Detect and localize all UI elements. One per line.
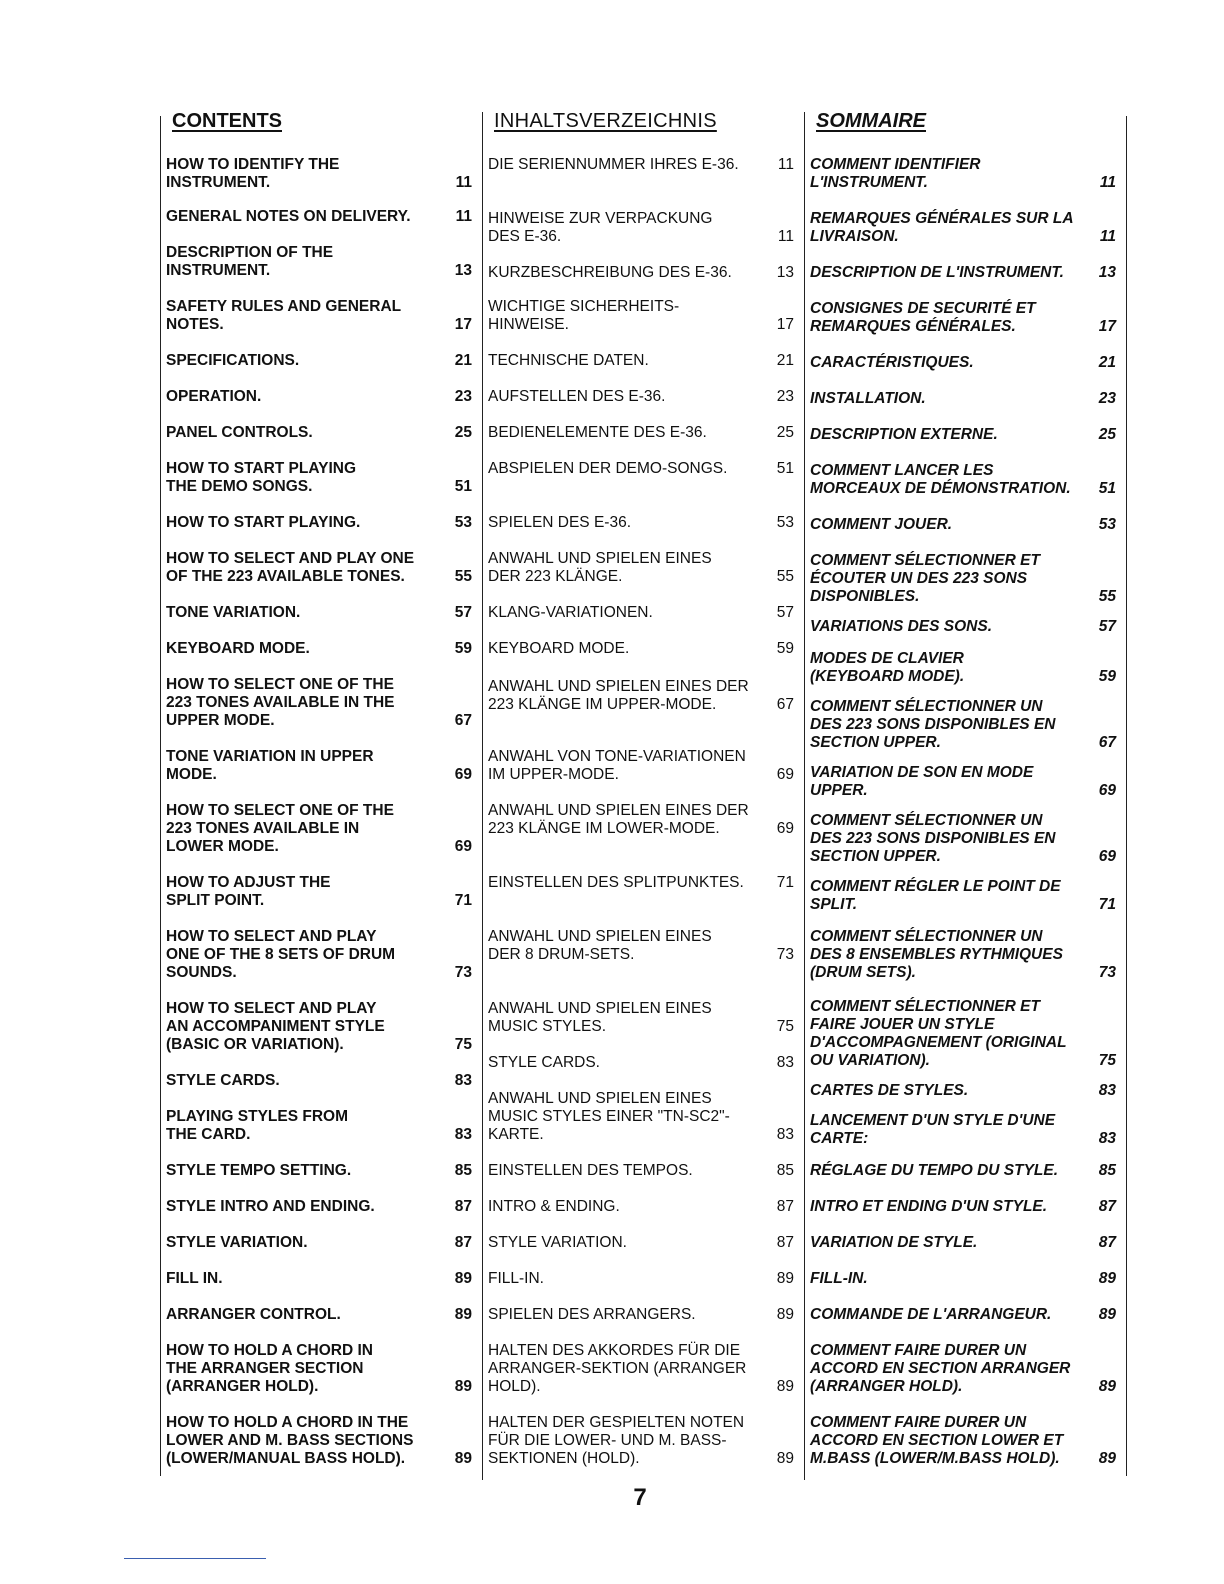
toc-entry-title: FILL-IN. [810, 1270, 868, 1287]
toc-entry-title: KLANG-VARIATIONEN. [488, 604, 653, 621]
toc-entry-title: TONE VARIATION. [166, 604, 301, 621]
toc-entry-page: 53 [776, 514, 794, 531]
toc-entry-page: 89 [1098, 1450, 1116, 1467]
toc-entry-title: SPIELEN DES E-36. [488, 514, 632, 531]
toc-entry-title: KEYBOARD MODE. [488, 640, 630, 657]
toc-entry-title: HOW TO IDENTIFY THE INSTRUMENT. [166, 156, 340, 191]
toc-entry [166, 1000, 472, 1054]
toc-entry-title: ANWAHL UND SPIELEN EINES MUSIC STYLES EINER "TN-SC2"- KARTE. [488, 1090, 730, 1143]
toc-entry-page: 25 [1098, 426, 1116, 443]
toc-entry-page: 89 [454, 1306, 472, 1323]
toc-entry-page: 85 [1098, 1162, 1116, 1179]
toc-entry-title: COMMENT LANCER LES MORCEAUX DE DÉMONSTRATION. [810, 462, 1071, 497]
toc-entry [166, 1342, 472, 1396]
toc-entry-page: 25 [776, 424, 794, 441]
toc-entry-title: ARRANGER CONTROL. [166, 1306, 341, 1323]
toc-entry-title: COMMENT IDENTIFIER L'INSTRUMENT. [810, 156, 981, 191]
toc-entry-page: 11 [1099, 174, 1116, 191]
toc-entry [488, 1198, 794, 1216]
toc-entry [166, 604, 472, 622]
toc-entry [166, 874, 472, 910]
toc-entry-page: 57 [1098, 618, 1116, 635]
toc-entry-page: 51 [776, 460, 794, 477]
toc-entry-page: 75 [454, 1036, 472, 1053]
toc-entry [166, 928, 472, 982]
toc-entry [166, 208, 472, 226]
toc-entry [488, 1090, 794, 1144]
toc-entry [166, 1234, 472, 1252]
toc-entry-page: 71 [1098, 896, 1116, 913]
toc-entry-page: 11 [1099, 228, 1116, 245]
toc-entry-title: COMMENT RÉGLER LE POINT DE SPLIT. [810, 878, 1061, 913]
toc-entry-title: ANWAHL UND SPIELEN EINES MUSIC STYLES. [488, 1000, 712, 1035]
toc-entry-page: 87 [1098, 1234, 1116, 1251]
toc-entry [810, 1112, 1116, 1148]
toc-entry-title: WICHTIGE SICHERHEITS- HINWEISE. [488, 298, 680, 333]
toc-entry [810, 1414, 1116, 1468]
toc-entry [488, 874, 794, 892]
toc-entry-title: FILL-IN. [488, 1270, 544, 1287]
toc-entry [166, 1270, 472, 1288]
column-heading: SOMMAIRE [816, 110, 926, 132]
toc-entry-page: 83 [776, 1054, 794, 1071]
toc-entry-title: STYLE CARDS. [166, 1072, 280, 1089]
toc-entry [488, 514, 794, 532]
toc-entry [488, 460, 794, 478]
toc-entry-page: 21 [1098, 354, 1116, 371]
toc-entry-title: VARIATIONS DES SONS. [810, 618, 993, 635]
toc-entry-title: FILL IN. [166, 1270, 223, 1287]
toc-entry [166, 298, 472, 334]
toc-entry [488, 388, 794, 406]
toc-entry-title: SPECIFICATIONS. [166, 352, 300, 369]
toc-entry-title: LANCEMENT D'UN STYLE D'UNE CARTE: [810, 1112, 1056, 1147]
toc-entry-title: COMMENT FAIRE DURER UN ACCORD EN SECTION ARRANGER (ARRANGER HOLD). [810, 1342, 1071, 1395]
toc-entry-title: AUFSTELLEN DES E-36. [488, 388, 666, 405]
toc-entry-title: COMMENT SÉLECTIONNER UN DES 8 ENSEMBLES RYTHMIQUES (DRUM SETS). [810, 928, 1063, 981]
toc-entry [488, 1234, 794, 1252]
toc-entry-title: HINWEISE ZUR VERPACKUNG DES E-36. [488, 210, 713, 245]
toc-entry [166, 156, 472, 192]
toc-entry-page: 83 [1098, 1082, 1116, 1099]
toc-entry-title: PANEL CONTROLS. [166, 424, 313, 441]
footer-rule [124, 1558, 266, 1559]
toc-entry [810, 812, 1116, 866]
toc-entry-page: 87 [1098, 1198, 1116, 1215]
toc-entry-page: 87 [454, 1198, 472, 1215]
toc-entry-title: COMMANDE DE L'ARRANGEUR. [810, 1306, 1052, 1323]
contents-column-german [488, 108, 794, 1467]
toc-entry-page: 11 [455, 174, 472, 191]
toc-entry-page: 21 [454, 352, 472, 369]
toc-entry [488, 210, 794, 246]
toc-entry-page: 87 [454, 1234, 472, 1251]
toc-entry-title: DIE SERIENNUMMER IHRES E-36. [488, 156, 739, 173]
toc-entry-title: HOW TO SELECT AND PLAY AN ACCOMPANIMENT STYLE (BASIC OR VARIATION). [166, 1000, 385, 1053]
toc-entry-title: REMARQUES GÉNÉRALES SUR LA LIVRAISON. [810, 210, 1074, 245]
toc-entry [166, 802, 472, 856]
column-rule-middle-left [482, 112, 483, 1480]
toc-entry [166, 676, 472, 730]
toc-entry [166, 388, 472, 406]
toc-entry-title: INTRO ET ENDING D'UN STYLE. [810, 1198, 1048, 1215]
toc-entry-title: COMMENT JOUER. [810, 516, 953, 533]
toc-entry [810, 878, 1116, 914]
toc-entry-title: COMMENT FAIRE DURER UN ACCORD EN SECTION LOWER ET M.BASS (LOWER/M.BASS HOLD). [810, 1414, 1064, 1467]
toc-entry-page: 57 [776, 604, 794, 621]
toc-entry [488, 604, 794, 622]
toc-entry [810, 698, 1116, 752]
toc-entry-title: RÉGLAGE DU TEMPO DU STYLE. [810, 1162, 1059, 1179]
toc-entry-page: 73 [1098, 964, 1116, 981]
toc-entry-page: 23 [776, 388, 794, 405]
toc-entry-page: 71 [776, 874, 794, 891]
toc-entry-page: 55 [1098, 588, 1116, 605]
toc-entry-page: 67 [1098, 734, 1116, 751]
toc-entry [488, 156, 794, 174]
toc-entry-page: 69 [454, 838, 472, 855]
toc-entry [810, 300, 1116, 336]
toc-entry-page: 89 [776, 1378, 794, 1395]
toc-entry-title: DESCRIPTION EXTERNE. [810, 426, 998, 443]
toc-entry-title: ANWAHL UND SPIELEN EINES DER 8 DRUM-SETS. [488, 928, 712, 963]
toc-entry-page: 89 [454, 1450, 472, 1467]
toc-entry-title: BEDIENELEMENTE DES E-36. [488, 424, 707, 441]
toc-entry [810, 156, 1116, 192]
toc-entry-page: 69 [1098, 848, 1116, 865]
toc-entry [810, 764, 1116, 800]
toc-entry [810, 552, 1116, 606]
column-rule-middle-right [804, 112, 805, 1480]
toc-entry-page: 73 [454, 964, 472, 981]
toc-entry [166, 1162, 472, 1180]
toc-entry [488, 1054, 794, 1072]
toc-entry-page: 89 [454, 1378, 472, 1395]
toc-entry-title: CARACTÉRISTIQUES. [810, 354, 974, 371]
toc-entry-page: 13 [454, 262, 472, 279]
toc-entry-title: COMMENT SÉLECTIONNER UN DES 223 SONS DISPONIBLES EN SECTION UPPER. [810, 698, 1056, 751]
toc-entry-title: MODES DE CLAVIER (KEYBOARD MODE). [810, 650, 965, 685]
toc-entry-title: COMMENT SÉLECTIONNER ET ÉCOUTER UN DES 223 SONS DISPONIBLES. [810, 552, 1040, 605]
toc-entry-title: ABSPIELEN DER DEMO-SONGS. [488, 460, 728, 477]
toc-entry [810, 516, 1116, 534]
toc-entry-title: HOW TO SELECT AND PLAY ONE OF THE 8 SETS OF DRUM SOUNDS. [166, 928, 396, 981]
toc-entry-title: ANWAHL UND SPIELEN EINES DER 223 KLÄNGE. [488, 550, 712, 585]
toc-entry-title: ANWAHL VON TONE-VARIATIONEN IM UPPER-MODE. [488, 748, 746, 783]
toc-entry-page: 85 [454, 1162, 472, 1179]
toc-entry-title: INSTALLATION. [810, 390, 926, 407]
toc-entry-title: STYLE VARIATION. [488, 1234, 627, 1251]
toc-entry-page: 89 [776, 1306, 794, 1323]
toc-entry-title: TONE VARIATION IN UPPER MODE. [166, 748, 374, 783]
toc-entry [488, 1162, 794, 1180]
toc-entry-title: VARIATION DE SON EN MODE UPPER. [810, 764, 1034, 799]
toc-entry-title: DESCRIPTION DE L'INSTRUMENT. [810, 264, 1064, 281]
toc-entry [810, 1162, 1116, 1180]
toc-entry [810, 210, 1116, 246]
toc-entry [166, 1072, 472, 1090]
toc-entry-page: 75 [1098, 1052, 1116, 1069]
toc-entry-title: SAFETY RULES AND GENERAL NOTES. [166, 298, 402, 333]
toc-entry-page: 83 [454, 1126, 472, 1143]
toc-entry [810, 1270, 1116, 1288]
toc-entry [166, 424, 472, 442]
toc-entry-page: 55 [776, 568, 794, 585]
column-heading: CONTENTS [172, 110, 282, 132]
column-rule-right [1126, 116, 1127, 1476]
toc-entry-page: 89 [776, 1450, 794, 1467]
toc-entry-title: KURZBESCHREIBUNG DES E-36. [488, 264, 732, 281]
toc-entry-page: 17 [776, 316, 794, 333]
toc-entry [810, 1234, 1116, 1252]
toc-entry-title: INTRO & ENDING. [488, 1198, 620, 1215]
toc-entry-page: 55 [454, 568, 472, 585]
toc-entry [166, 550, 472, 586]
toc-entry [166, 514, 472, 532]
toc-entry [166, 460, 472, 496]
toc-entry-page: 85 [776, 1162, 794, 1179]
toc-entry [166, 244, 472, 280]
toc-entry [810, 928, 1116, 982]
toc-entry [166, 1108, 472, 1144]
toc-entry [488, 640, 794, 658]
toc-entry-title: HOW TO ADJUST THE SPLIT POINT. [166, 874, 331, 909]
toc-entry [488, 1270, 794, 1288]
toc-entry-title: CONSIGNES DE SECURITÉ ET REMARQUES GÉNÉRALES. [810, 300, 1036, 335]
toc-entry [488, 1000, 794, 1036]
toc-entry-title: DESCRIPTION OF THE INSTRUMENT. [166, 244, 334, 279]
toc-entry [488, 928, 794, 964]
toc-entry [810, 1082, 1116, 1100]
toc-entry-title: OPERATION. [166, 388, 262, 405]
toc-entry-page: 89 [1098, 1270, 1116, 1287]
toc-entry-title: GENERAL NOTES ON DELIVERY. [166, 208, 411, 225]
toc-entry-title: HOW TO START PLAYING THE DEMO SONGS. [166, 460, 357, 495]
toc-entry-title: COMMENT SÉLECTIONNER UN DES 223 SONS DISPONIBLES EN SECTION UPPER. [810, 812, 1056, 865]
toc-entry-page: 53 [1098, 516, 1116, 533]
toc-entry-title: STYLE VARIATION. [166, 1234, 308, 1251]
toc-entry-page: 17 [454, 316, 472, 333]
toc-entry-page: 13 [776, 264, 794, 281]
toc-entry [810, 264, 1116, 282]
toc-entry [488, 550, 794, 586]
contents-column-english [166, 108, 472, 1467]
toc-entry-title: HALTEN DES AKKORDES FÜR DIE ARRANGER-SEKTION (ARRANGER HOLD). [488, 1342, 747, 1395]
toc-entry-page: 89 [1098, 1306, 1116, 1323]
toc-entry [166, 1414, 472, 1468]
toc-entry-title: HOW TO HOLD A CHORD IN THE LOWER AND M. BASS SECTIONS (LOWER/MANUAL BASS HOLD). [166, 1414, 414, 1467]
toc-entry-page: 69 [776, 820, 794, 837]
toc-entry-title: HOW TO SELECT AND PLAY ONE OF THE 223 AVAILABLE TONES. [166, 550, 415, 585]
toc-entry-page: 11 [777, 228, 794, 245]
toc-entry [810, 1198, 1116, 1216]
toc-entry [810, 390, 1116, 408]
toc-entry-page: 89 [454, 1270, 472, 1287]
toc-entry [166, 352, 472, 370]
toc-entry [488, 1342, 794, 1396]
toc-entry-page: 23 [454, 388, 472, 405]
toc-entry-title: CARTES DE STYLES. [810, 1082, 969, 1099]
toc-entry [488, 424, 794, 442]
toc-entry [810, 618, 1116, 636]
toc-entry [488, 802, 794, 838]
toc-entry-title: ANWAHL UND SPIELEN EINES DER 223 KLÄNGE IM LOWER-MODE. [488, 802, 749, 837]
contents-column-french [810, 108, 1116, 1467]
toc-entry [810, 426, 1116, 444]
toc-entry-page: 11 [455, 208, 472, 225]
toc-entry [488, 678, 794, 714]
toc-entry-title: HOW TO SELECT ONE OF THE 223 TONES AVAILABLE IN THE UPPER MODE. [166, 676, 395, 729]
toc-entry-page: 69 [776, 766, 794, 783]
toc-entry [810, 650, 1116, 686]
toc-entry-title: HOW TO START PLAYING. [166, 514, 361, 531]
toc-entry [166, 748, 472, 784]
toc-entry-page: 75 [776, 1018, 794, 1035]
toc-entry-title: SPIELEN DES ARRANGERS. [488, 1306, 696, 1323]
toc-entry [810, 354, 1116, 372]
toc-entry-page: 57 [454, 604, 472, 621]
toc-entry-title: PLAYING STYLES FROM THE CARD. [166, 1108, 349, 1143]
toc-entry-page: 13 [1098, 264, 1116, 281]
toc-entry-page: 71 [454, 892, 472, 909]
toc-entry-title: EINSTELLEN DES TEMPOS. [488, 1162, 693, 1179]
toc-entry [488, 264, 794, 282]
toc-entry-title: EINSTELLEN DES SPLITPUNKTES. [488, 874, 744, 891]
toc-entry-page: 59 [776, 640, 794, 657]
toc-entry [810, 1306, 1116, 1324]
toc-entry-page: 69 [454, 766, 472, 783]
toc-entry-page: 87 [776, 1198, 794, 1215]
toc-entry-page: 67 [776, 696, 794, 713]
toc-entry-page: 51 [454, 478, 472, 495]
toc-entry-page: 87 [776, 1234, 794, 1251]
column-heading: INHALTSVERZEICHNIS [494, 110, 717, 132]
toc-entry-page: 17 [1098, 318, 1116, 335]
toc-entry-title: VARIATION DE STYLE. [810, 1234, 978, 1251]
toc-entry [810, 998, 1116, 1070]
toc-entry-page: 83 [1098, 1130, 1116, 1147]
toc-entry-page: 23 [1098, 390, 1116, 407]
toc-entry-page: 89 [1098, 1378, 1116, 1395]
toc-entry-title: STYLE INTRO AND ENDING. [166, 1198, 375, 1215]
toc-entry [488, 1306, 794, 1324]
toc-entry-page: 51 [1098, 480, 1116, 497]
toc-entry [488, 298, 794, 334]
page-number: 7 [633, 1484, 647, 1511]
toc-entry [488, 1414, 794, 1468]
toc-entry-page: 73 [776, 946, 794, 963]
toc-entry [488, 748, 794, 784]
toc-entry [166, 640, 472, 658]
toc-entry-page: 83 [454, 1072, 472, 1089]
toc-entry-title: ANWAHL UND SPIELEN EINES DER 223 KLÄNGE IM UPPER-MODE. [488, 678, 749, 713]
toc-entry [810, 462, 1116, 498]
toc-entry-page: 11 [777, 156, 794, 173]
toc-entry-page: 89 [776, 1270, 794, 1287]
toc-entry-page: 59 [454, 640, 472, 657]
toc-entry-title: TECHNISCHE DATEN. [488, 352, 649, 369]
toc-entry [166, 1306, 472, 1324]
toc-entry-title: HOW TO HOLD A CHORD IN THE ARRANGER SECTION (ARRANGER HOLD). [166, 1342, 373, 1395]
toc-entry-title: STYLE TEMPO SETTING. [166, 1162, 352, 1179]
toc-entry [166, 1198, 472, 1216]
toc-entry [810, 1342, 1116, 1396]
toc-entry-title: COMMENT SÉLECTIONNER ET FAIRE JOUER UN STYLE D'ACCOMPAGNEMENT (ORIGINAL OU VARIATION). [810, 998, 1067, 1069]
toc-entry-title: HOW TO SELECT ONE OF THE 223 TONES AVAILABLE IN LOWER MODE. [166, 802, 394, 855]
toc-entry-page: 21 [776, 352, 794, 369]
toc-entry-page: 67 [454, 712, 472, 729]
toc-entry-page: 53 [454, 514, 472, 531]
column-rule-left [160, 116, 161, 1476]
toc-entry-title: KEYBOARD MODE. [166, 640, 310, 657]
toc-entry [488, 352, 794, 370]
toc-entry-page: 59 [1098, 668, 1116, 685]
toc-entry-page: 69 [1098, 782, 1116, 799]
toc-entry-title: STYLE CARDS. [488, 1054, 600, 1071]
toc-entry-title: HALTEN DER GESPIELTEN NOTEN FÜR DIE LOWER- UND M. BASS- SEKTIONEN (HOLD). [488, 1414, 745, 1467]
toc-entry-page: 25 [454, 424, 472, 441]
toc-entry-page: 83 [776, 1126, 794, 1143]
